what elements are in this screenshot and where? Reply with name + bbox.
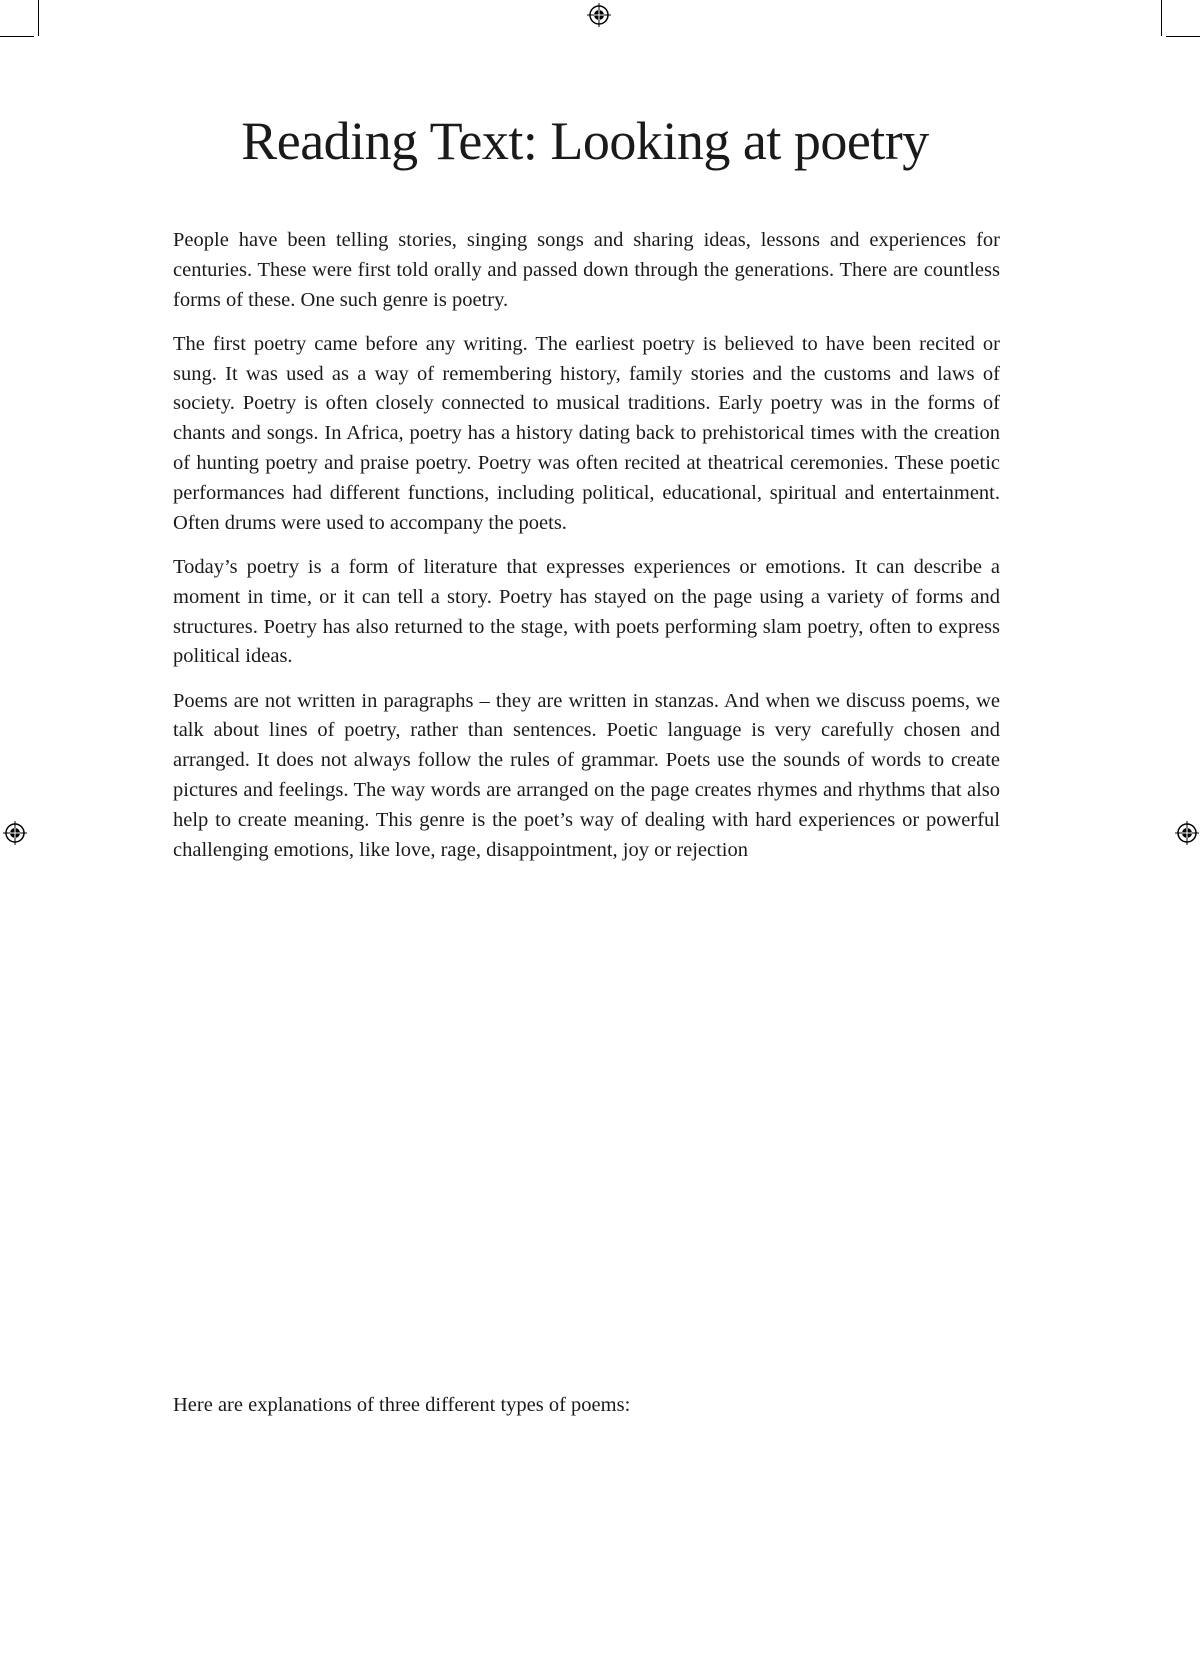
poem-types-intro: Here are explanations of three different types of poems: — [173, 1394, 631, 1416]
paragraph-4: Poems are not written in paragraphs – they are written in stanzas. And when we discuss poems, we talk about lines of poetry, rather than sentences. Poetic language is very carefully chosen and arranged. It does not always follow the rules of grammar. Poets use the sounds of words to create pictures and feelings. The way words are arranged on the page creates rhymes and rhythms that also help to create meaning. This genre is the poet’s way of dealing with hard experiences or powerful challenging emotions, like love, rage, disappointment, joy or rejection — [173, 689, 1000, 861]
crop-mark-icon — [0, 36, 34, 37]
registration-mark-icon — [587, 3, 611, 27]
body-text — [173, 226, 1000, 880]
page-title: Reading Text: Looking at poetry — [241, 111, 929, 171]
registration-mark-icon — [3, 821, 27, 845]
crop-mark-icon — [1161, 0, 1162, 36]
crop-mark-icon — [38, 0, 39, 36]
paragraph-1: People have been telling stories, singing songs and sharing ideas, lessons and experiences for centuries. These were first told orally and passed down through the generations. There are countless forms of these. One such genre is poetry. — [173, 229, 1000, 311]
paragraph-2: The first poetry came before any writing. The earliest poetry is believed to have been recited or sung. It was used as a way of remembering history, family stories and the customs and laws of society. Poetry is often closely connected to musical traditions. Early poetry was in the forms of chants and songs. In Africa, poetry has a history dating back to prehistorical times with the creation of hunting poetry and praise poetry. Poetry was often recited at theatrical ceremonies. These poetic performances had different functions, including political, educational, spiritual and entertainment. Often drums were used to accompany the poets. — [173, 332, 1000, 534]
registration-mark-icon — [1175, 821, 1199, 845]
crop-mark-icon — [1166, 36, 1200, 37]
paragraph-3: Today’s poetry is a form of literature that expresses experiences or emotions. It can describe a moment in time, or it can tell a story. Poetry has stayed on the page using a variety of forms and structures. Poetry has also returned to the stage, with poets performing slam poetry, often to express political ideas. — [173, 555, 1000, 668]
